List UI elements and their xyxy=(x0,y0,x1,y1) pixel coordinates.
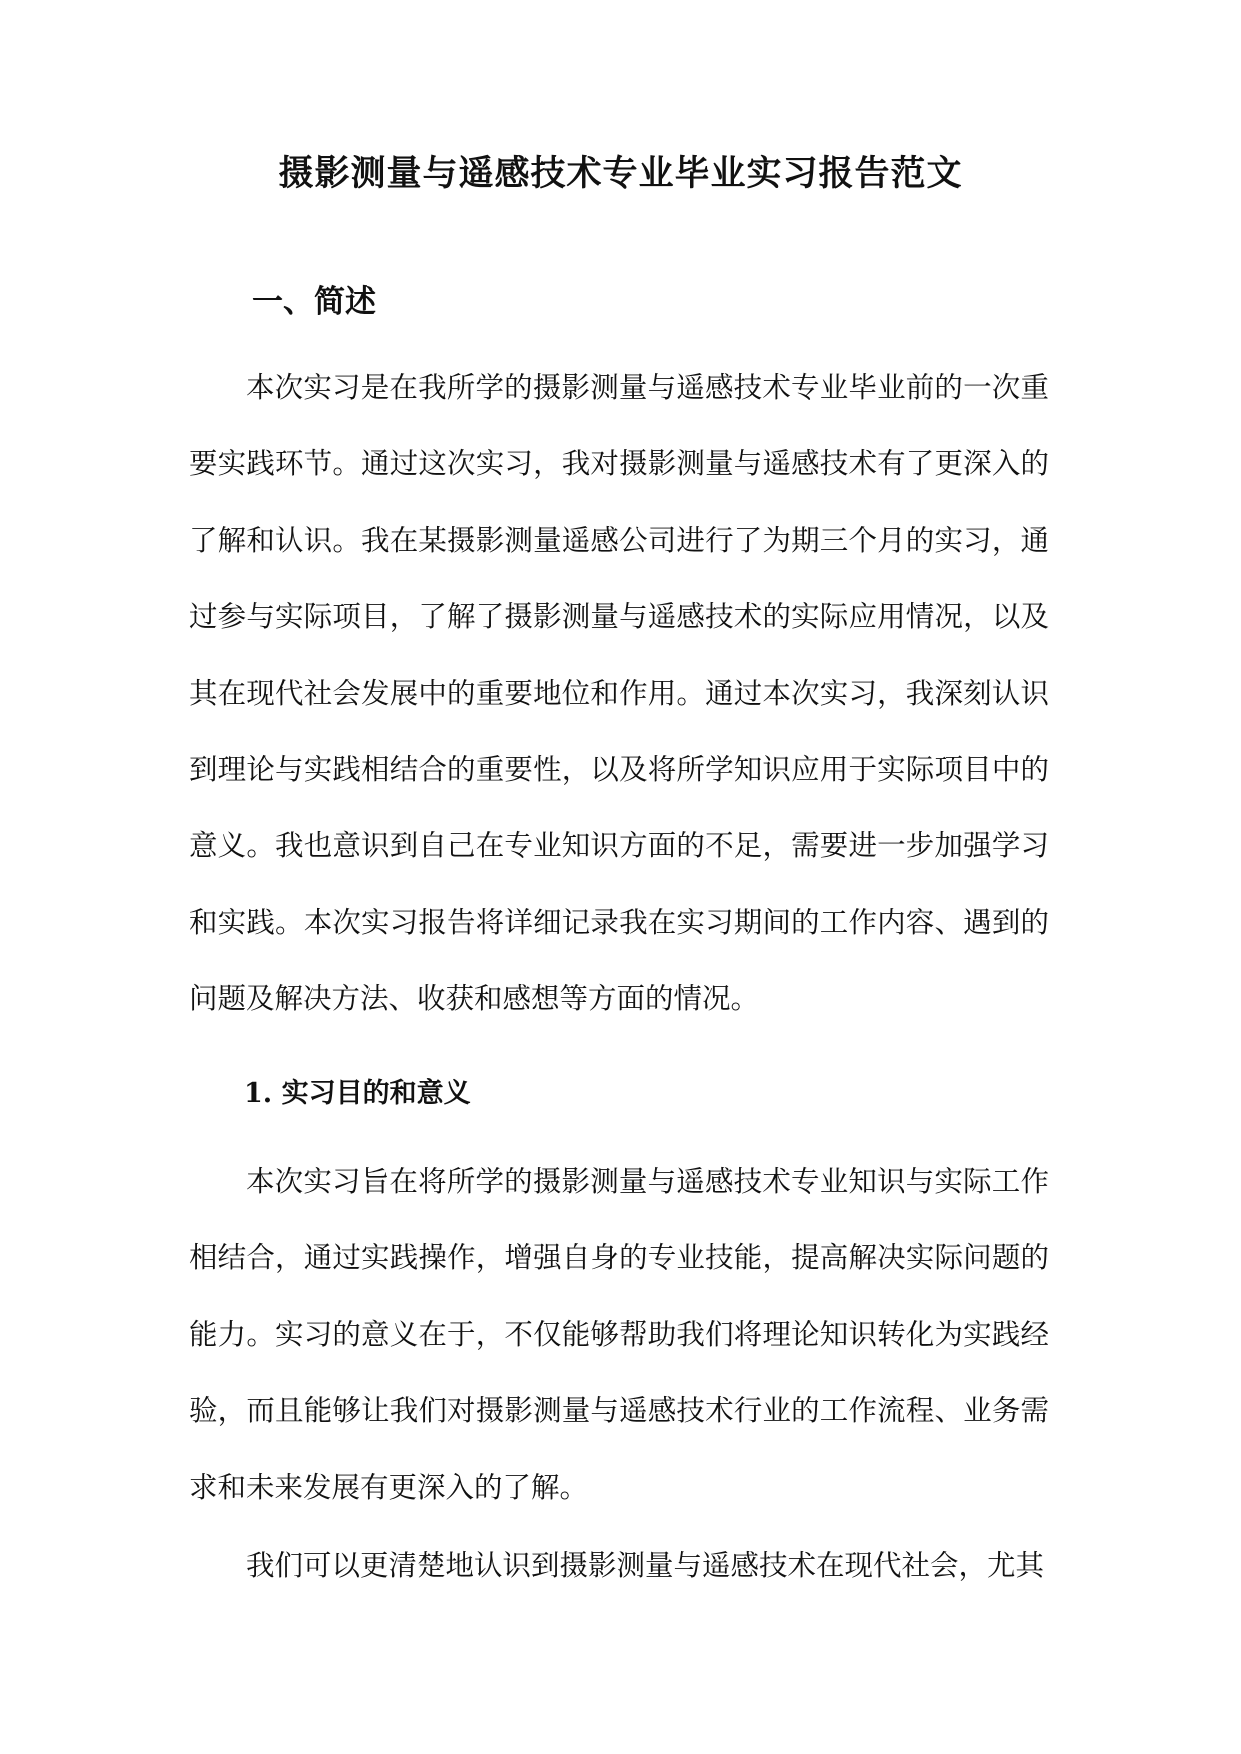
purpose-paragraph-continued: 我们可以更清楚地认识到摄影测量与遥感技术在现代社会，尤其 xyxy=(246,1549,1045,1582)
overview-paragraph: 本次实习是在我所学的摄影测量与遥感技术专业毕业前的一次重要实践环节。通过这次实习，我对摄影测量与遥感技术有了更深入的了解和认识。我在某摄影测量遥感公司进行了为期三个月的实习，通过参与实际项目，了解了摄影测量与遥感技术的实际应用情况，以及其在现代社会发展中的重要地位和作用。通过本次实习，我深刻认识到理论与实践相结合的重要性，以及将所学知识应用于实际项目中的意义。我也意识到自己在专业知识方面的不足，需要进一步加强学习和实践。本次实习报告将详细记录我在实习期间的工作内容、遇到的问题及解决方法、收获和感想等方面的情况。 xyxy=(189,371,1049,1016)
section-heading-overview: 一、简述 xyxy=(252,284,376,320)
document-title: 摄影测量与遥感技术专业毕业实习报告范文 xyxy=(278,153,963,194)
subsection-heading-purpose: 1. 实习目的和意义 xyxy=(244,1078,471,1109)
purpose-paragraph: 本次实习旨在将所学的摄影测量与遥感技术专业知识与实际工作相结合，通过实践操作，增强自身的专业技能，提高解决实际问题的能力。实习的意义在于，不仅能够帮助我们将理论知识转化为实践经验，而且能够让我们对摄影测量与遥感技术行业的工作流程、业务需求和未来发展有更深入的了解。 xyxy=(189,1165,1049,1504)
